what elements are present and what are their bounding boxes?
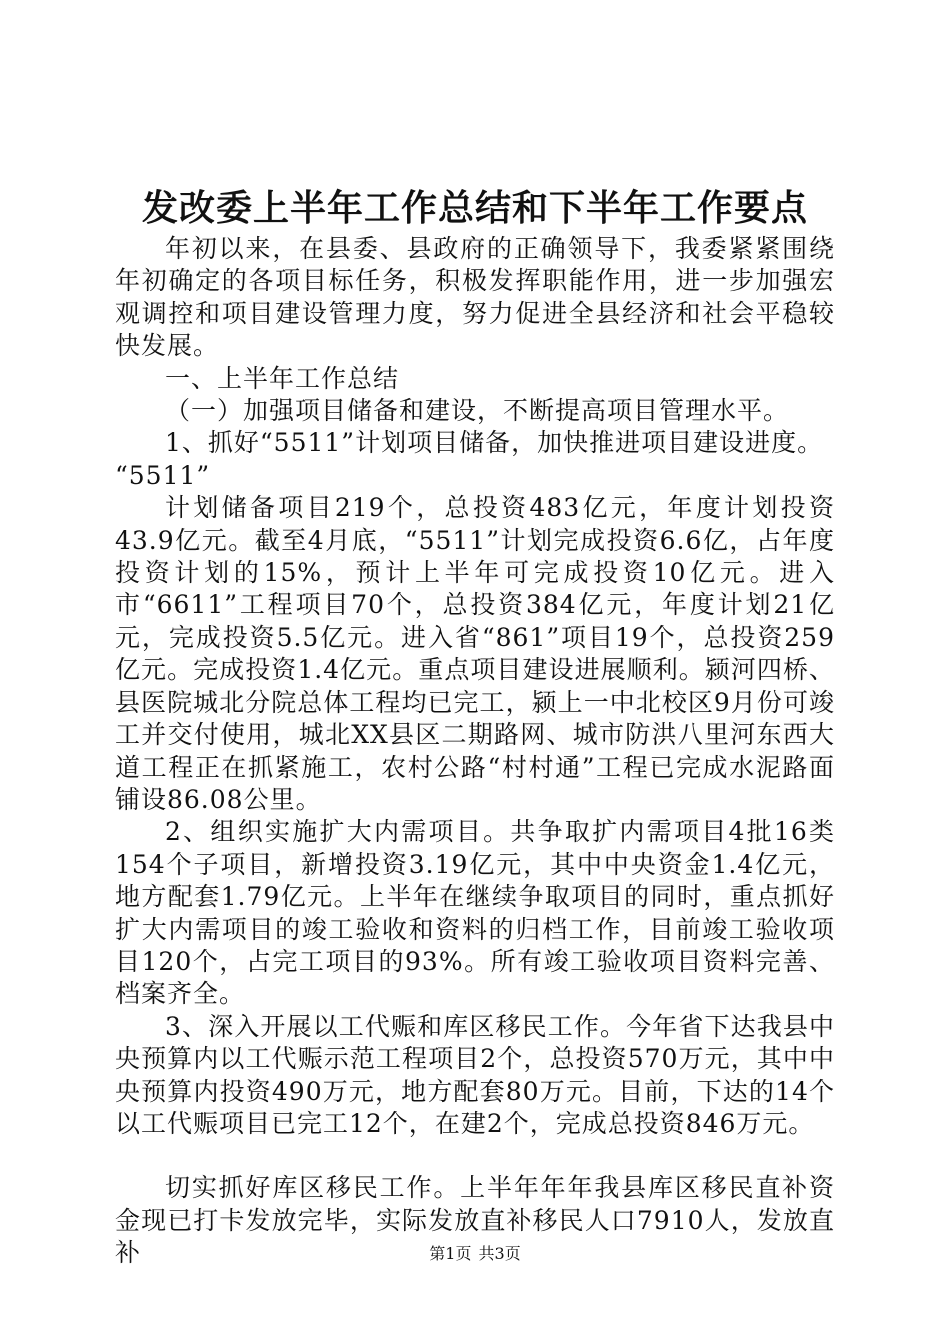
paragraph-resettlement: 切实抓好库区移民工作。上半年年年我县库区移民直补资金现已打卡发放完毕，实际发放直补移民人口7910人，发放直补 — [115, 1173, 835, 1268]
item-heading-1: 1、抓好“5511”计划项目储备，加快推进项目建设进度。 — [165, 428, 824, 458]
section-heading: 一、上半年工作总结 — [165, 363, 400, 393]
subsection-heading: （一）加强项目储备和建设，不断提高项目管理水平。 — [165, 396, 790, 426]
page-number: 第1页 — [429, 1244, 472, 1263]
page-footer — [0, 1244, 950, 1264]
page-total: 共3页 — [478, 1244, 521, 1263]
paragraph-item-1: 计划储备项目219个，总投资483亿元，年度计划投资43.9亿元。截至4月底，“5511”计划完成投资6.6亿，占年度投资计划的15%，预计上半年可完成投资10亿元。进入市“6611”工程项目70个，总投资384亿元，年度计划21亿元，完成投资5.5亿元。进入省“861”项目19个，总投资259亿元。完成投资1.4亿元。重点项目建设进展顺利。颍河四桥、县医院城北分院总体工程均已完工，颍上一中北校区9月份可竣工并交付使用，城北XX县区二期路网、城市防洪八里河东西大道工程正在抓紧施工，农村公路“村村通”工程已完成水泥路面铺设86.08公里。 — [115, 493, 835, 814]
page-title: 发改委上半年工作总结和下半年工作要点 — [141, 187, 808, 229]
paragraph-item-3: 3、深入开展以工代赈和库区移民工作。今年省下达我县中央预算内以工代赈示范工程项目2个，总投资570万元，其中中央预算内投资490万元，地方配套80万元。目前，下达的14个以工代赈项目已完工12个，在建2个，完成总投资846万元。 — [115, 1011, 835, 1138]
paragraph-item-2: 2、组织实施扩大内需项目。共争取扩内需项目4批16类154个子项目，新增投资3.19亿元，其中中央资金1.4亿元，地方配套1.79亿元。上半年在继续争取项目的同时，重点抓好扩大内需项目的竣工验收和资料的归档工作，目前竣工验收项目120个，占完工项目的93%。所有竣工验收项目资料完善、档案齐全。 — [115, 817, 835, 1009]
plan-label: “5511” — [115, 460, 211, 490]
intro-paragraph: 年初以来，在县委、县政府的正确领导下，我委紧紧围绕年初确定的各项目标任务，积极发挥职能作用，进一步加强宏观调控和项目建设管理力度，努力促进全县经济和社会平稳较快发展。 — [115, 234, 835, 361]
document-body — [115, 233, 835, 1270]
